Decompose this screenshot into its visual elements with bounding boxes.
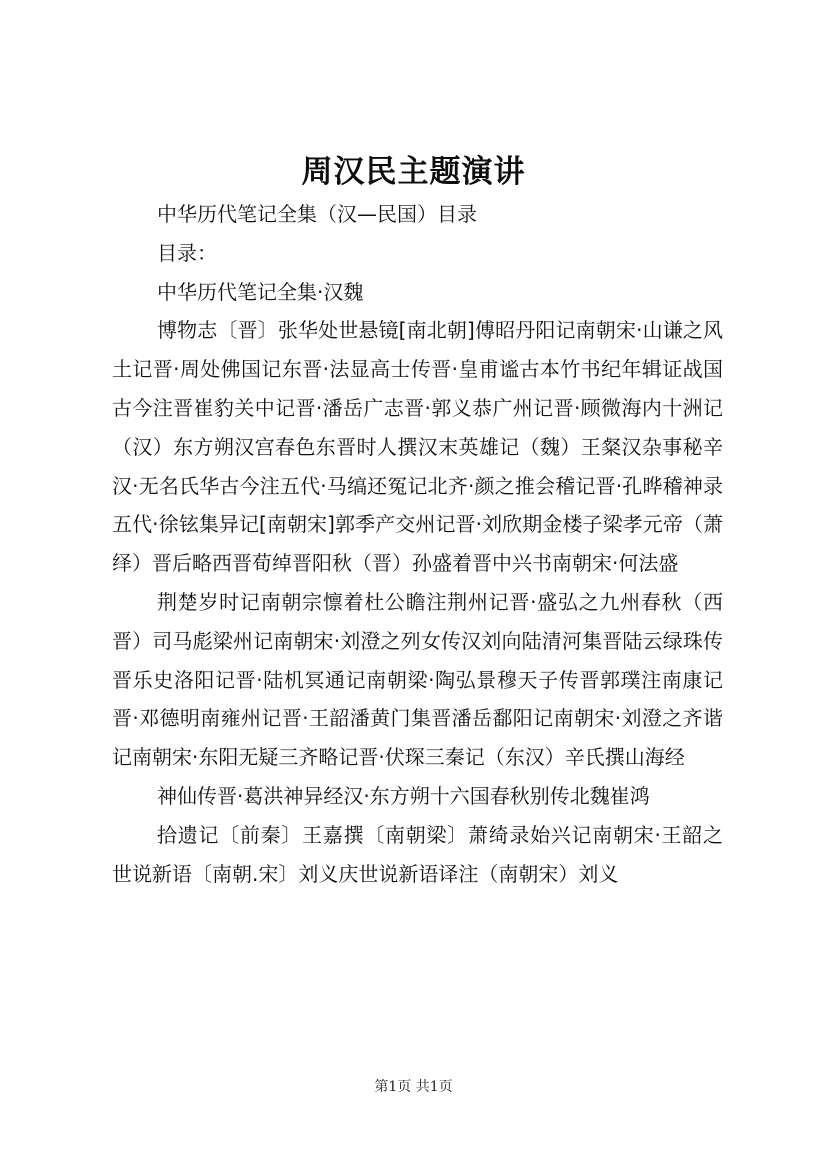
paragraph-toc-label: 目录： bbox=[157, 240, 217, 265]
paragraph-book-list-4: 拾遗记〔前秦〕王嘉撰〔南朝梁〕萧绮录始兴记南朝宋·王韶之世说新语〔南朝.宋〕刘义庆世说新语译注（南朝宋）刘义 bbox=[112, 822, 723, 886]
paragraph-book-list-1: 博物志〔晋〕张华处世悬镜[南北朝]傅昭丹阳记南朝宋·山谦之风土记晋·周处佛国记东晋·法显高士传晋·皇甫谧古本竹书纪年辑证战国古今注晋崔豹关中记晋·潘岳广志晋·郭义恭广州记晋·顾微海内十洲记（汉）东方朔汉宫春色东晋时人撰汉末英雄记（魏）王粲汉杂事秘辛汉·无名氏华古今注五代·马缟还冤记北齐·颜之推会稽记晋·孔晔稽神录五代·徐铉集异记[南朝宋]郭季产交州记晋·刘欣期金楼子梁孝元帝（萧绎）晋后略西晋荀绰晋阳秋（晋）孙盛着晋中兴书南朝宋·何法盛 bbox=[112, 318, 723, 576]
page-footer: 第1页 共1页 bbox=[374, 1079, 453, 1095]
paragraph-book-list-3: 神仙传晋·葛洪神异经汉·东方朔十六国春秋别传北魏崔鸿 bbox=[157, 783, 650, 808]
paragraph-subtitle: 中华历代笔记全集（汉—民国）目录 bbox=[157, 202, 477, 226]
paragraph-book-list-2: 荆楚岁时记南朝宗懔着杜公瞻注荆州记晋·盛弘之九州春秋（西晋）司马彪梁州记南朝宋·刘澄之列女传汉刘向陆清河集晋陆云绿珠传晋乐史洛阳记晋·陆机冥通记南朝梁·陶弘景穆天子传晋郭璞注南康记晋·邓德明南雍州记晋·王韶潘黄门集晋潘岳鄱阳记南朝宋·刘澄之齐谐记南朝宋·东阳无疑三齐略记晋·伏琛三秦记（东汉）辛氏撰山海经 bbox=[112, 589, 723, 770]
page-title: 周汉民主题演讲 bbox=[301, 154, 526, 190]
paragraph-section-heading: 中华历代笔记全集·汉魏 bbox=[157, 279, 364, 304]
document-body bbox=[112, 195, 723, 893]
